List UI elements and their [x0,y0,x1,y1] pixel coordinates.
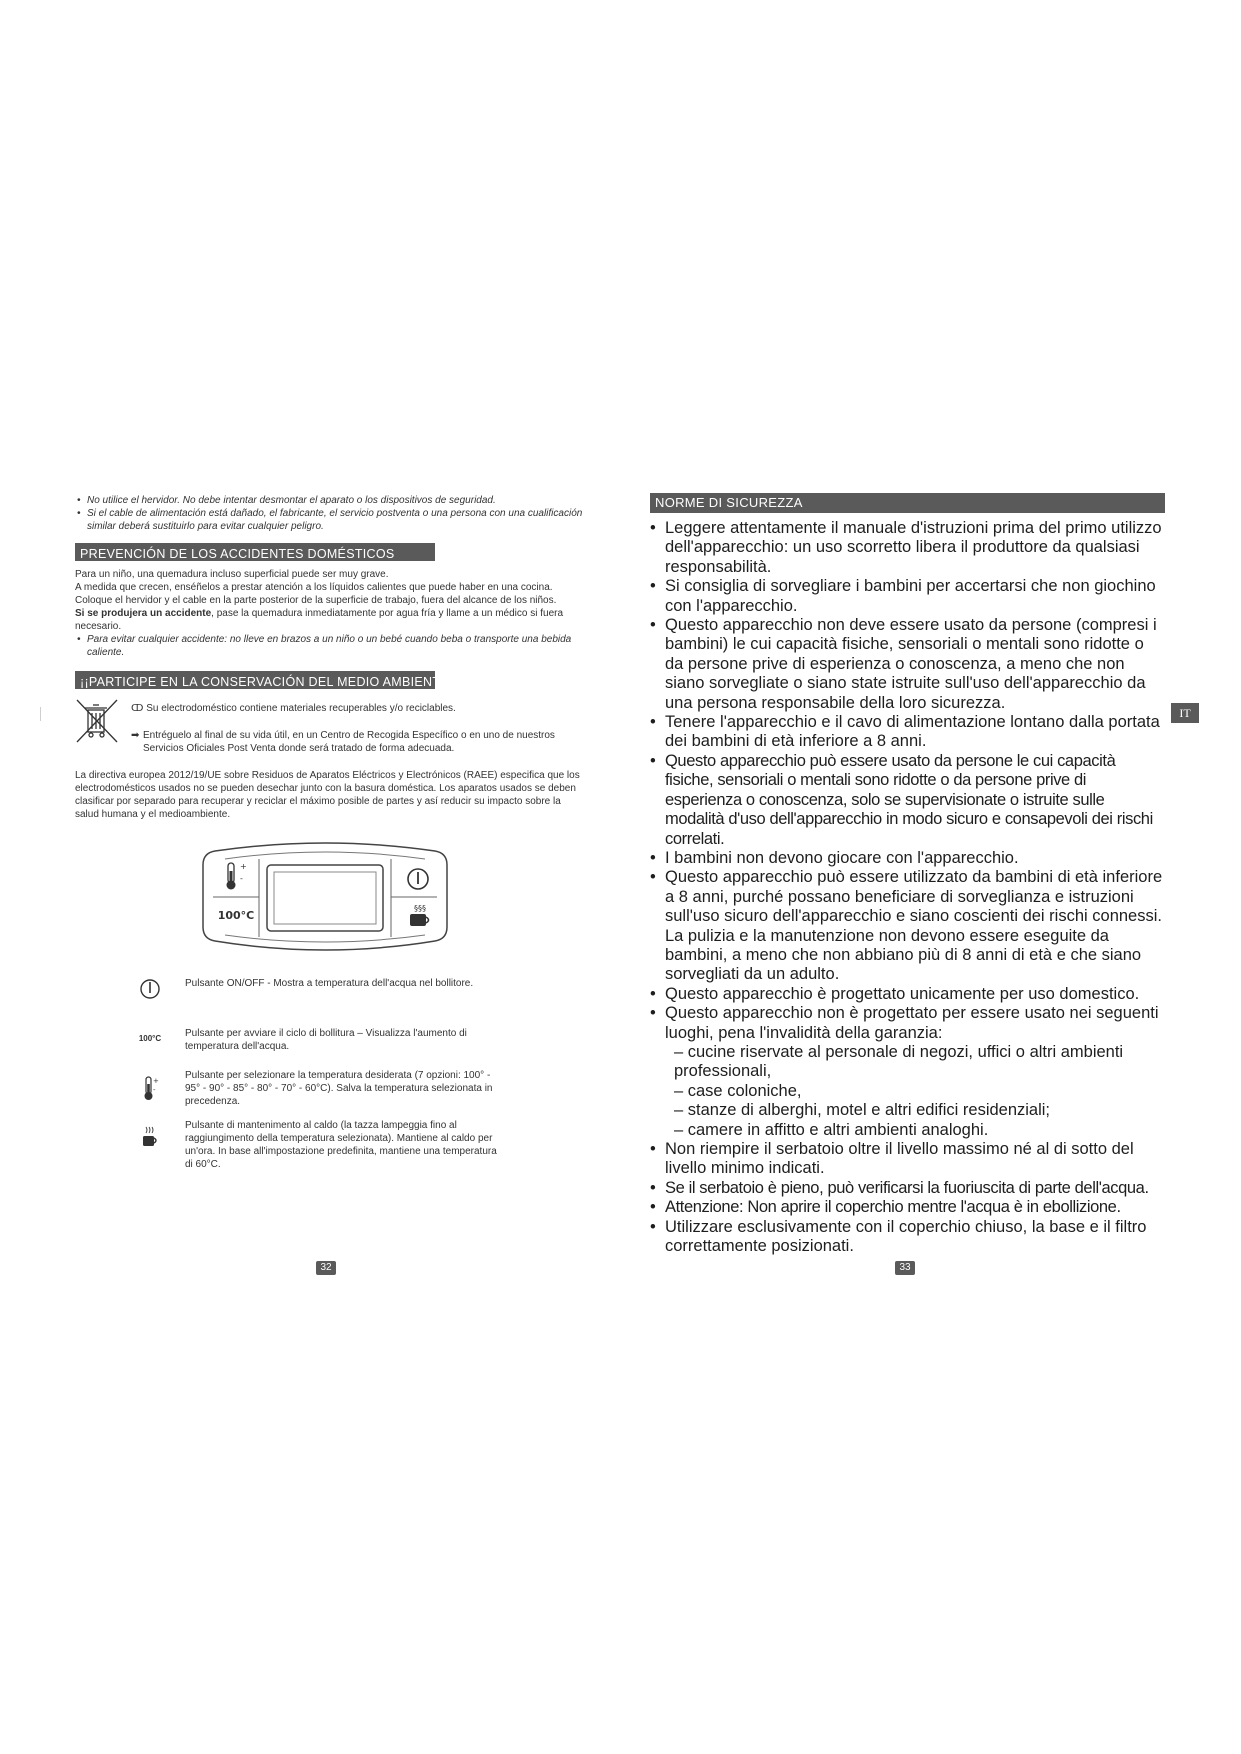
list-item: • Questo apparecchio è progettato unicamente per uso domestico. [650,985,1165,1004]
paragraph: Para un niño, una quemadura incluso superficial puede ser muy grave. [75,569,389,580]
legend-row-keep-warm: Pulsante di mantenimento al caldo (la tazza lampeggia fino al raggiungimento della temperatura selezionata). Mantiene al caldo per un'ora. In base all'impostazione predefinita, mantiene una temperatura di 60°C. [75,1119,585,1171]
list-item: • Si el cable de alimentación está dañado, el fabricante, el servicio postventa o una persona con una cualificación similar deberá sustituirlo para evitar cualquier peligro. [75,507,585,533]
top-bullets [75,494,585,533]
margin-mark [40,707,41,721]
list-item: • Attenzione: Non aprire il coperchio mentre l'acqua è in ebollizione. [650,1198,1165,1217]
list-item: • Para evitar cualquier accidente: no lleve en brazos a un niño o un bebé cuando beba o transporte una bebida caliente. [75,633,585,659]
list-item: • Utilizzare esclusivamente con il coperchio chiuso, la base e il filtro correttamente posizionati. [650,1218,1165,1257]
crossed-bin-icon [75,698,119,744]
svg-text:-: - [153,1086,156,1094]
paragraph: A medida que crecen, enséñelos a prestar atención a los líquidos calientes que puede haber en una cocina. Coloque el hervidor y el cable en la parte posterior de la superficie de trabajo, fuera del alcance de los niños. [75,582,557,606]
sub-item: – cucine riservate al personale di negozi, uffici o altri ambienti professionali, [674,1042,1124,1081]
safety-bullets [650,519,1165,1043]
legend-row-power: Pulsante ON/OFF - Mostra a temperatura dell'acqua nel bollitore. [75,977,585,1017]
safety-rules [650,519,1165,1256]
right-page [650,493,1165,1256]
page-number-left: 32 [316,1261,336,1275]
keep-warm-icon [135,1125,165,1155]
list-item: • Questo apparecchio non deve essere usato da persone (compresi i bambini) le cui capacità fisiche, sensoriali o mentali sono ridotte o da persone prive di esperienza o conoscenza, a meno che non siano sorvegliate o siano state istruite sull'uso dell'apparecchio da una persona responsabile della loro sicurezza. [650,616,1165,713]
svg-text:+: + [240,862,247,871]
boil-100-icon: 100°C [138,1034,162,1043]
recyclable-note: ↀ Su electrodoméstico contiene materiales recuperables y/o reciclables. [131,703,456,714]
legend-row-boil: 100°C Pulsante per avviare il ciclo di bollitura – Visualizza l'aumento di temperatura dell'acqua. [75,1027,585,1063]
section-header-environment: ¡¡PARTICIPE EN LA CONSERVACIÓN DEL MEDIO AMBIENTE!! [75,671,435,689]
safety-bullets-after [650,1140,1165,1256]
language-tab: IT [1171,703,1199,723]
paragraph [75,607,585,633]
left-page [75,490,585,1171]
list-item: • Si consiglia di sorvegliare i bambini per accertarsi che non giochino con l'apparecchio. [650,577,1165,616]
svg-text:-: - [240,874,243,883]
control-panel-illustration [195,839,455,959]
list-item: • Questo apparecchio può essere usato da persone le cui capacità fisiche, sensoriali o mentali sono ridotte o da persone prive di esperienza o conoscenza, solo se supervisionate o istruite sulle modalità d'uso dell'apparecchio in modo sicuro e consapevoli dei rischi correlati. [650,752,1165,849]
list-item: • Questo apparecchio non è progettato per essere usato nei seguenti luoghi, pena l'invalidità della garanzia: [650,1004,1165,1043]
directive-paragraph: La directiva europea 2012/19/UE sobre Residuos de Aparatos Eléctricos y Electrónicos (RAEE) especifica que los electrodomésticos usados no se pueden desechar junto con la basura doméstica. Los aparatos usados se deben clasificar por separado para recuperar y reciclar el máximo posible de partes y así reducir su impacto sobre la salud humana y el medioambiente. [75,770,580,820]
arrow-icon: ➡ [131,730,140,741]
legend-row-temperature: + - Pulsante per selezionare la temperatura desiderata (7 opzioni: 100° - 95° - 90° - 85° - 80° - 70° - 60°C). Salva la temperatura selezionata in precedenza. [75,1069,585,1115]
list-item: • Questo apparecchio può essere utilizzato da bambini di età inferiore a 8 anni, purché possano beneficiare di sorveglianza e istruzioni sull'uso sicuro dell'apparecchio e siano coscienti dei rischi connessi. La pulizia e la manutenzione non devono essere eseguite da bambini, a meno che non abbiano più di 8 anni di età e che siano sorvegliati da un adulto. [650,868,1165,984]
sub-item: – case coloniche, [674,1081,802,1100]
boil-button-label: 100°C [217,909,255,922]
power-icon [135,977,165,1003]
button-legend [75,977,585,1171]
accident-bullets [75,633,585,659]
sub-item: – camere in affitto e altri ambienti analoghi. [674,1120,989,1139]
list-item: • Se il serbatoio è pieno, può verificarsi la fuoriuscita di parte dell'acqua. [650,1179,1165,1198]
list-item: • Non riempire il serbatoio oltre il livello massimo né al di sotto del livello minimo indicati. [650,1140,1165,1179]
list-item: • Tenere l'apparecchio e il cavo di alimentazione lontano dalla portata dei bambini di età inferiore a 8 anni. [650,713,1165,752]
thermometer-icon [135,1075,165,1107]
recycle-icon: ↀ [131,703,147,714]
environment-row [75,698,585,755]
list-item: • No utilice el hervidor. No debe intentar desmontar el aparato o los dispositivos de seguridad. [75,494,585,507]
bold-phrase: Si se produjera un accidente [75,608,212,619]
svg-text:§§§: §§§ [414,904,426,913]
section-header-accidents: PREVENCIÓN DE LOS ACCIDENTES DOMÉSTICOS [75,543,435,561]
paragraph-rest: , pase la quemadura inmediatamente por agua fría y llame a un médico si fuera necesario. [75,608,564,632]
sub-item: – stanze di alberghi, motel e altri edifici residenziali; [674,1101,1051,1120]
collection-note: ➡ Entréguelo al final de su vida útil, en un Centro de Recogida Específico o en uno de nuestros Servicios Oficiales Post Venta donde será tratado de forma adecuada. [131,730,555,754]
section-accidents-body [75,568,585,659]
section-environment-body [75,698,585,821]
list-item: • I bambini non devono giocare con l'apparecchio. [650,849,1165,868]
svg-text:+: + [153,1077,159,1085]
list-item: • Leggere attentamente il manuale d'istruzioni prima del primo utilizzo dell'apparecchio: un uso scorretto libera il produttore da qualsiasi responsabilità. [650,519,1165,577]
page-number-right: 33 [895,1261,915,1275]
section-header-safety: NORME DI SICUREZZA [650,493,1165,513]
